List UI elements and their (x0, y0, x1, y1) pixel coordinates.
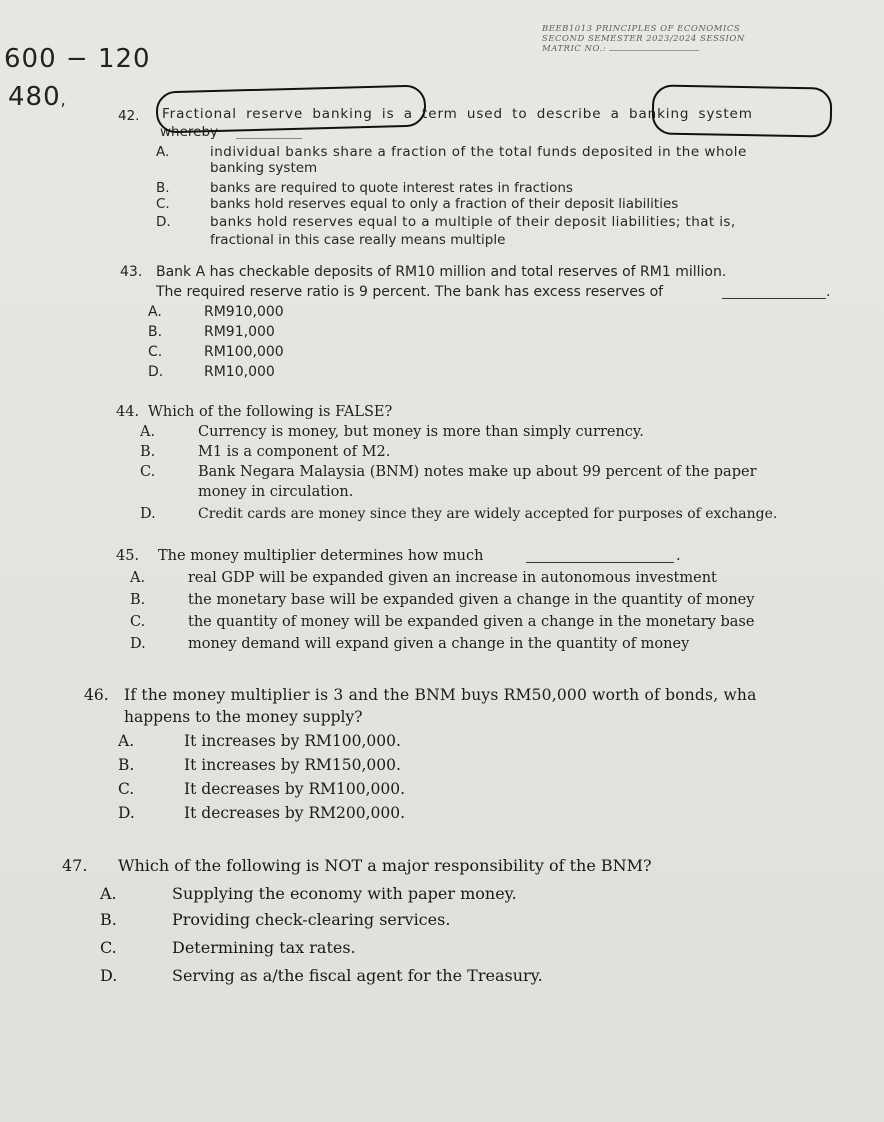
option-letter: C. (118, 780, 135, 798)
answer-blank (526, 562, 674, 563)
option-letter: B. (156, 180, 170, 196)
option-letter: C. (148, 344, 163, 360)
question-number: 44. (116, 404, 140, 420)
option-letter: C. (100, 938, 117, 957)
option-b: banks are required to quote interest rates in fractions (210, 180, 573, 196)
option-letter: B. (140, 444, 156, 460)
option-letter: D. (156, 214, 171, 230)
question-stem-cont: happens to the money supply? (124, 708, 363, 726)
answer-blank (722, 298, 826, 299)
question-stem-cont: whereby (160, 124, 219, 140)
option-a: individual banks share a fraction of the total funds deposited in the whole (210, 144, 747, 160)
question-number: 42. (118, 108, 140, 124)
handwritten-circle (652, 84, 833, 137)
question-stem: Which of the following is FALSE? (148, 404, 393, 420)
option-d: Serving as a/the fiscal agent for the Treasury. (172, 966, 543, 985)
option-letter: B. (130, 592, 146, 608)
option-letter: A. (148, 304, 162, 320)
answer-blank (236, 138, 302, 139)
exam-page: BEEB1013 PRINCIPLES OF ECONOMICS SECOND SEMESTER 2023/2024 SESSION MATRIC NO.: 600 − 120 480, 42. Fractional reserve banking is a term used to describe a banking system whereby A. individual banks share a fraction of the total funds deposited in the whole banking system B. banks are required to quote interest rates in fractions C. banks hold reserves equal to only a fraction of their deposit liabilities D. banks hold reserves equal to a multiple of their deposit liabilities; that is, fractional in this case really means multiple 43. Bank A has checkable deposits of RM10 million and total reserves of RM1 million. The required reserve ratio is 9 percent. The bank has excess reserves of . A. RM910,000 B. RM91,000 C. RM100,000 D. RM10,000 44. Which of the following is FALSE? A. Currency is money, but money is more than simply currency. B. M1 is a component of M2. C. Bank Negara Malaysia (BNM) notes make up about 99 percent of the paper money in circulation. D. Credit cards are money since they are widely accepted for purposes of exchange. 45. The money multiplier determines how much . A. real GDP will be expanded given an increase in autonomous investment B. the monetary base will be expanded given a change in the quantity of money C. the quantity of money will be expanded given a change in the monetary base D. money demand will expand given a change in the quantity of money 46. If the money multiplier is 3 and the BNM buys RM50,000 worth of bonds, wha happens to the money supply? A. It increases by RM100,000. B. It increases by RM150,000. C. It decreases by RM100,000. D. It decreases by RM200,000. 47. Which of the following is NOT a major responsibility of the BNM? A. Supplying the economy with paper money. B. Providing check-clearing services. C. Determining tax rates. D. Serving as a/the fiscal agent for the Treasury. (0, 0, 884, 1122)
option-a: real GDP will be expanded given an increase in autonomous investment (188, 570, 717, 586)
exam-header (542, 24, 872, 54)
question-number: 45. (116, 548, 140, 564)
option-a: It increases by RM100,000. (184, 732, 401, 750)
question-number: 47. (62, 856, 88, 875)
question-stem: Fractional reserve banking is a term used to describe a banking system (162, 106, 753, 122)
option-letter: C. (140, 464, 156, 480)
option-d: RM10,000 (204, 364, 275, 380)
option-b: M1 is a component of M2. (198, 444, 391, 460)
option-a: Currency is money, but money is more than simply currency. (198, 424, 644, 440)
option-letter: D. (140, 506, 156, 522)
option-c: RM100,000 (204, 344, 284, 360)
option-c: Bank Negara Malaysia (BNM) notes make up about 99 percent of the paper (198, 464, 757, 480)
question-stem: Bank A has checkable deposits of RM10 million and total reserves of RM1 million. (156, 264, 727, 280)
option-a-cont: banking system (210, 160, 318, 176)
option-d: banks hold reserves equal to a multiple of their deposit liabilities; that is, (210, 214, 736, 230)
course-title: BEEB1013 PRINCIPLES OF ECONOMICS (542, 24, 741, 34)
option-letter: D. (100, 966, 118, 985)
option-letter: D. (148, 364, 164, 380)
option-c: It decreases by RM100,000. (184, 780, 406, 798)
option-letter: A. (156, 144, 170, 160)
option-letter: A. (140, 424, 156, 440)
option-b: the monetary base will be expanded given a change in the quantity of money (188, 592, 755, 608)
option-letter: B. (148, 324, 163, 340)
option-c-cont: money in circulation. (198, 484, 354, 500)
option-letter: B. (118, 756, 135, 774)
option-letter: D. (130, 636, 146, 652)
option-a: Supplying the economy with paper money. (172, 884, 517, 903)
question-stem: If the money multiplier is 3 and the BNM buys RM50,000 worth of bonds, wha (124, 686, 757, 704)
option-d: money demand will expand given a change in the quantity of money (188, 636, 690, 652)
option-letter: A. (130, 570, 146, 586)
option-letter: B. (100, 910, 117, 929)
question-number: 43. (120, 264, 143, 280)
option-letter: C. (130, 614, 146, 630)
option-d: It decreases by RM200,000. (184, 804, 406, 822)
option-b: RM91,000 (204, 324, 275, 340)
handwritten-calc-1: 600 − 120 (4, 44, 151, 74)
handwritten-calc-2: 480, (8, 82, 67, 112)
question-stem-cont: The required reserve ratio is 9 percent. The bank has excess reserves of (156, 284, 664, 300)
option-letter: A. (118, 732, 135, 750)
option-b: It increases by RM150,000. (184, 756, 401, 774)
option-c: banks hold reserves equal to only a fraction of their deposit liabilities (210, 196, 679, 212)
handwritten-circle (155, 84, 426, 133)
option-d: Credit cards are money since they are widely accepted for purposes of exchange. (198, 506, 778, 522)
question-stem: The money multiplier determines how much (158, 548, 484, 564)
option-d-cont: fractional in this case really means multiple (210, 232, 506, 248)
option-letter: D. (118, 804, 135, 822)
option-b: Providing check-clearing services. (172, 910, 451, 929)
matric-label: MATRIC NO.: (542, 44, 872, 54)
question-number: 46. (84, 686, 109, 704)
option-c: Determining tax rates. (172, 938, 356, 957)
option-letter: C. (156, 196, 170, 212)
option-a: RM910,000 (204, 304, 284, 320)
option-letter: A. (100, 884, 117, 903)
option-c: the quantity of money will be expanded given a change in the monetary base (188, 614, 755, 630)
question-stem: Which of the following is NOT a major responsibility of the BNM? (118, 856, 652, 875)
semester-line: SECOND SEMESTER 2023/2024 SESSION (542, 34, 745, 44)
